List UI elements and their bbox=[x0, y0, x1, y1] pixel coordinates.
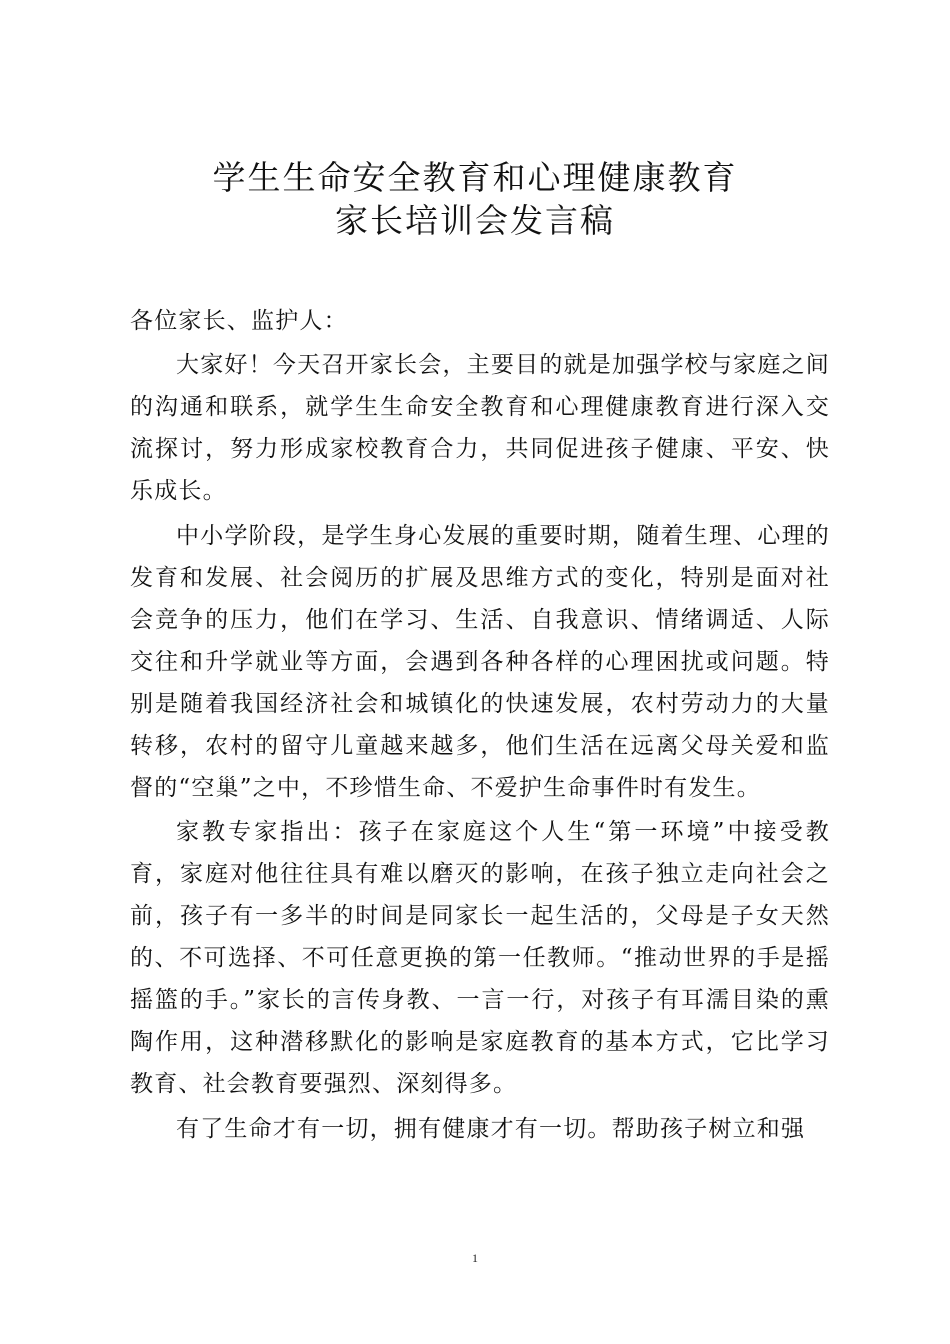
paragraph-life-health: 有了生命才有一切，拥有健康才有一切。帮助孩子树立和强 bbox=[176, 1115, 806, 1142]
document-title-line-1: 学生生命安全教育和心理健康教育 bbox=[212, 158, 738, 197]
document-body bbox=[130, 300, 830, 1152]
paragraph-family-education: 家教专家指出：孩子在家庭这个人生“第一环境”中接受教育，家庭对他往往具有难以磨灭的影响，在孩子独立走向社会之前，孩子有一多半的时间是同家长一起生活的，父母是子女天然的、不可选择、不可任意更换的第一任教师。“推动世界的手是摇摇篮的手。”家长的言传身教、一言一行，对孩子有耳濡目染的熏陶作用，这种潜移默化的影响是家庭教育的基本方式，它比学习教育、社会教育要强烈、深刻得多。 bbox=[130, 819, 830, 1098]
document-title-line-2: 家长培训会发言稿 bbox=[335, 201, 615, 240]
salutation: 各位家长、监护人： bbox=[130, 308, 348, 334]
paragraph-student-development: 中小学阶段，是学生身心发展的重要时期，随着生理、心理的发育和发展、社会阅历的扩展及思维方式的变化，特别是面对社会竞争的压力，他们在学习、生活、自我意识、情绪调适、人际交往和升学就业等方面，会遇到各种各样的心理困扰或问题。特别是随着我国经济社会和城镇化的快速发展，农村劳动力的大量转移，农村的留守儿童越来越多，他们生活在远离父母关爱和监督的“空巢”之中，不珍惜生命、不爱护生命事件时有发生。 bbox=[130, 522, 830, 801]
page-number: 1 bbox=[472, 1251, 478, 1265]
paragraph-greeting: 大家好！今天召开家长会，主要目的就是加强学校与家庭之间的沟通和联系，就学生生命安全教育和心理健康教育进行深入交流探讨，努力形成家校教育合力，共同促进孩子健康、平安、快乐成长。 bbox=[130, 352, 830, 505]
